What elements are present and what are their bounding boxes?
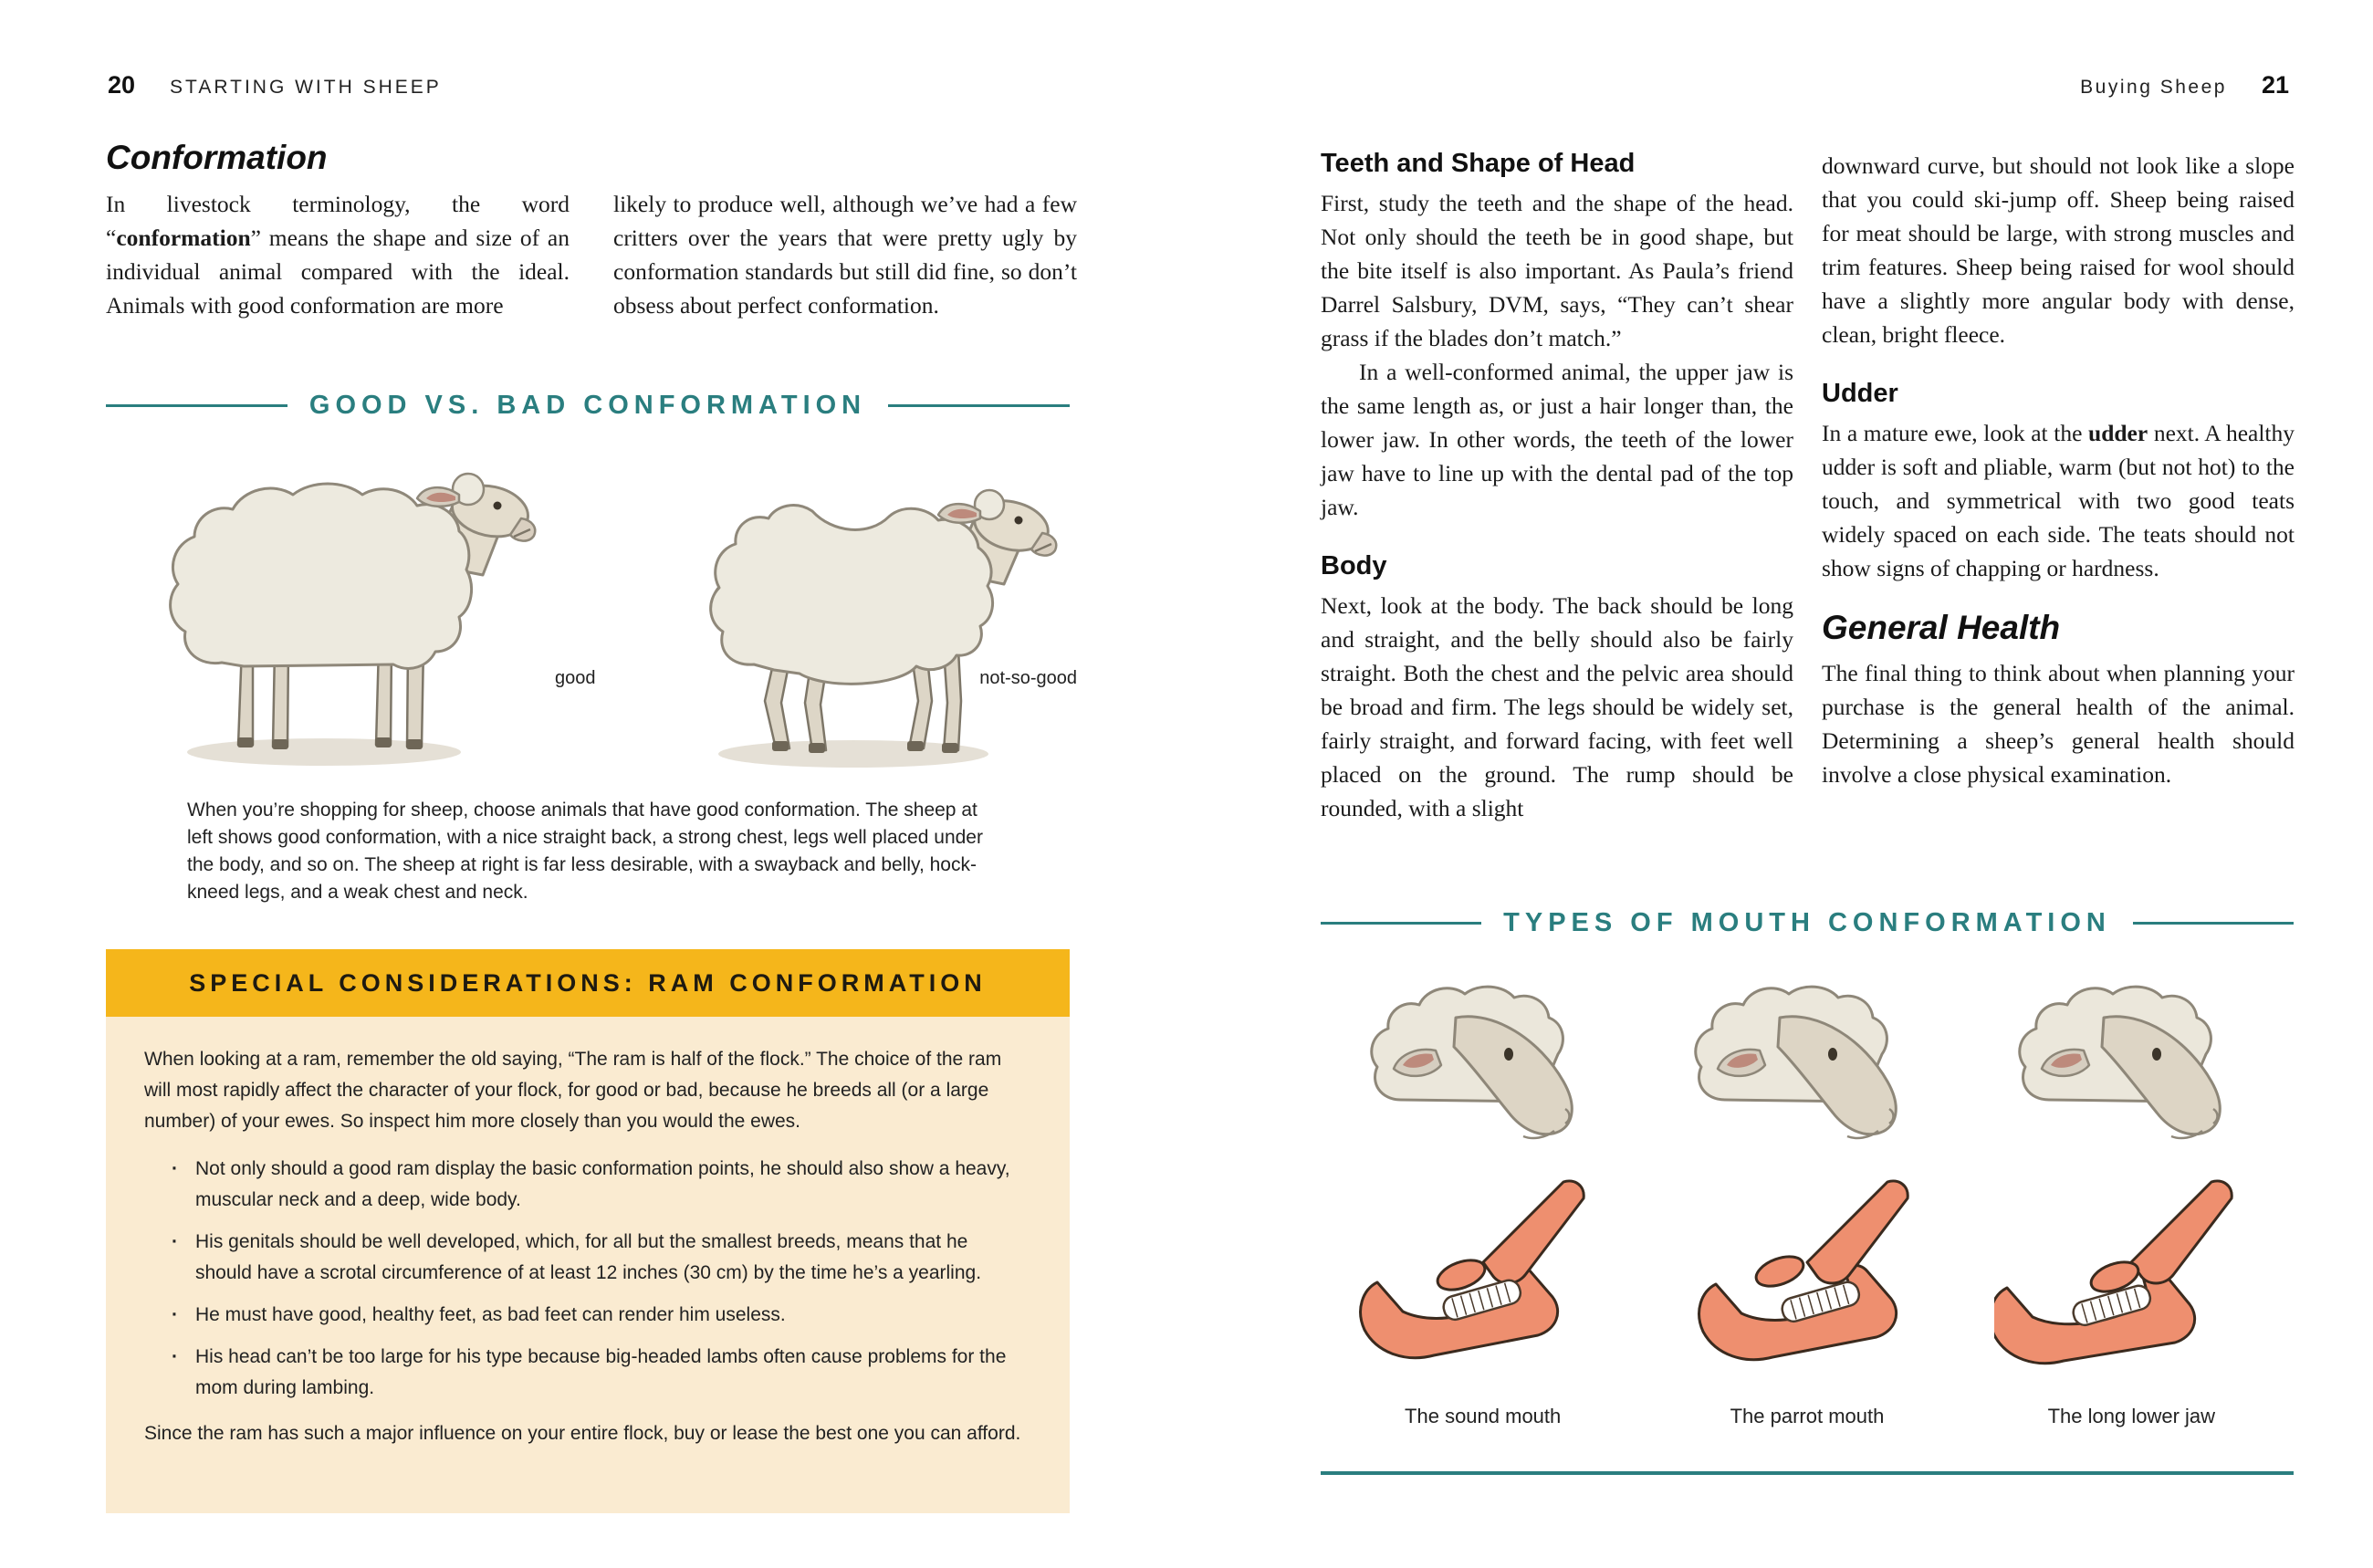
bottom-figure-rule bbox=[1321, 1471, 2294, 1475]
sheep-good-illustration bbox=[100, 427, 548, 792]
sheep-head-illustration bbox=[1670, 963, 1944, 1173]
body-heading: Body bbox=[1321, 551, 1387, 580]
parrot-mouth-label: The parrot mouth bbox=[1730, 1405, 1885, 1427]
ram-bullet-3: · He must have good, healthy feet, as bad feet can render him useless. bbox=[172, 1300, 1028, 1331]
right-col2 bbox=[1822, 149, 2295, 791]
right-page-number: 21 bbox=[2261, 71, 2289, 99]
ram-bullet-1: · Not only should a good ram display the basic conformation points, he should also show a heavy, muscular neck and a deep, wide body. bbox=[172, 1154, 1028, 1216]
sheep-head-illustration bbox=[1346, 963, 1620, 1173]
bad-sheep-panel bbox=[639, 427, 1077, 792]
mouth-figure-panels bbox=[1321, 963, 2294, 1428]
good-vs-bad-figure-heading bbox=[106, 391, 1070, 421]
heading-rule-right bbox=[888, 404, 1070, 407]
col1-bold-word: conformation bbox=[116, 225, 251, 251]
ram-box-body bbox=[106, 1017, 1070, 1449]
left-running-head bbox=[108, 71, 442, 99]
mouth-figure-title: TYPES OF MOUTH CONFORMATION bbox=[1503, 908, 2111, 937]
ram-bullet-2: · His genitals should be well developed, which, for all but the smallest breeds, means that he should have a scrotal circumference of at least 12 inches (30 cm) by the time he’s a yearling. bbox=[172, 1227, 1028, 1289]
left-running-title: STARTING WITH SHEEP bbox=[170, 77, 442, 98]
sound-mouth-label: The sound mouth bbox=[1405, 1405, 1562, 1427]
sound-mouth-panel bbox=[1321, 963, 1645, 1428]
heading-rule-left bbox=[106, 404, 287, 407]
jaw-diagram-parrot bbox=[1670, 1173, 1944, 1392]
jaw-diagram-long-lower bbox=[1994, 1173, 2268, 1392]
jaw-diagram-sound bbox=[1346, 1173, 1620, 1392]
body-paragraph: Next, look at the body. The back should be long and straight, and the belly should also be fairly straight. Both the chest and the pelvic area should be broad and firm. The legs should be widely set, fairly straight, and forward facing, with feet well placed on the ground. The rump should be rounded, with a slight bbox=[1321, 592, 1793, 821]
conformation-col2 bbox=[613, 187, 1077, 322]
sheep-head-illustration bbox=[1994, 963, 2268, 1173]
general-health-heading: General Health bbox=[1822, 609, 2061, 646]
long-lower-jaw-label: The long lower jaw bbox=[2047, 1405, 2216, 1427]
mouth-heading-rule-left bbox=[1321, 922, 1481, 925]
good-vs-bad-title: GOOD VS. BAD CONFORMATION bbox=[308, 391, 867, 420]
mouth-figure-heading bbox=[1321, 908, 2294, 938]
right-running-title: Buying Sheep bbox=[2080, 77, 2227, 98]
udder-paragraph bbox=[1822, 416, 2295, 585]
ram-box-bullet-list bbox=[172, 1154, 1028, 1404]
ram-box-outro: Since the ram has such a major influence on your entire flock, buy or lease the best one you can afford. bbox=[144, 1423, 1021, 1444]
right-col1 bbox=[1321, 149, 1793, 825]
right-running-head bbox=[2080, 71, 2289, 99]
ram-box-header bbox=[106, 949, 1070, 1017]
good-label: good bbox=[555, 668, 596, 688]
ram-box-intro: When looking at a ram, remember the old saying, “The ram is half of the flock.” The choice of the ram will most rapidly affect the character of your flock, for good or bad, because he breeds all (or a large number) of your ewes. So inspect him more closely than you would the ewes. bbox=[144, 1049, 1002, 1132]
conformation-col1 bbox=[106, 187, 570, 322]
col2-continuation: downward curve, but should not look like a slope that you could ski-jump off. Sheep being raised for meat should be large, with strong muscles and trim features. Sheep being raised for wool should have a slightly more angular body with dense, clean, bright fleece. bbox=[1822, 152, 2295, 348]
parrot-mouth-panel bbox=[1645, 963, 1969, 1428]
not-so-good-label: not-so-good bbox=[979, 668, 1077, 688]
col2-text: likely to produce well, although we’ve had a few critters over the years that were pretty ugly by conformation standards but still did fine, so don’t obsess about perfect conformation. bbox=[613, 191, 1077, 319]
teeth-paragraph-1: First, study the teeth and the shape of the head. Not only should the teeth be in good shape, but the bite itself is also important. As Paula’s friend Darrel Salsbury, DVM, says, “They can’t shear grass if the blades don’t match.” bbox=[1321, 190, 1793, 351]
left-page-number: 20 bbox=[108, 71, 136, 99]
long-lower-jaw-panel bbox=[1970, 963, 2294, 1428]
good-vs-bad-caption: When you’re shopping for sheep, choose animals that have good conformation. The sheep at left shows good conformation, with a nice straight back, a strong chest, legs well placed under the body, and so on. The sheep at right is far less desirable, with a swayback and belly, hock-kneed legs, and a weak chest and neck. bbox=[187, 800, 983, 903]
sheep-bad-illustration bbox=[639, 427, 1077, 792]
good-sheep-panel bbox=[100, 427, 630, 792]
udder-bold-word: udder bbox=[2088, 420, 2148, 446]
ram-considerations-box bbox=[106, 949, 1070, 1513]
general-health-paragraph: The final thing to think about when planning your purchase is the general health of the animal. Determining a sheep’s general health should involve a close physical examination. bbox=[1822, 660, 2295, 788]
col1-text-post: ” means the shape and size of an individual animal compared with the ideal. Animals with good conformation are more bbox=[106, 225, 570, 319]
col1-text-pre: In livestock terminology, the word “ bbox=[106, 191, 570, 251]
conformation-heading: Conformation bbox=[106, 139, 328, 176]
udder-text-post: next. A healthy udder is soft and pliable, warm (but not hot) to the touch, and symmetrical with two good teats widely spaced on each side. The teats should not show signs of chapping or hardness. bbox=[1822, 420, 2295, 581]
teeth-paragraph-2: In a well-conformed animal, the upper jaw is the same length as, or just a hair longer than, the lower jaw. In other words, the teeth of the lower jaw have to line up with the dental pad of the top jaw. bbox=[1321, 359, 1793, 520]
ram-box-title: SPECIAL CONSIDERATIONS: RAM CONFORMATION bbox=[189, 968, 987, 997]
udder-heading: Udder bbox=[1822, 379, 1898, 408]
teeth-heading: Teeth and Shape of Head bbox=[1321, 149, 1636, 178]
ram-bullet-4: · His head can’t be too large for his type because big-headed lambs often cause problems for the mom during lambing. bbox=[172, 1342, 1028, 1404]
mouth-heading-rule-right bbox=[2133, 922, 2294, 925]
udder-text-pre: In a mature ewe, look at the bbox=[1822, 420, 2089, 446]
